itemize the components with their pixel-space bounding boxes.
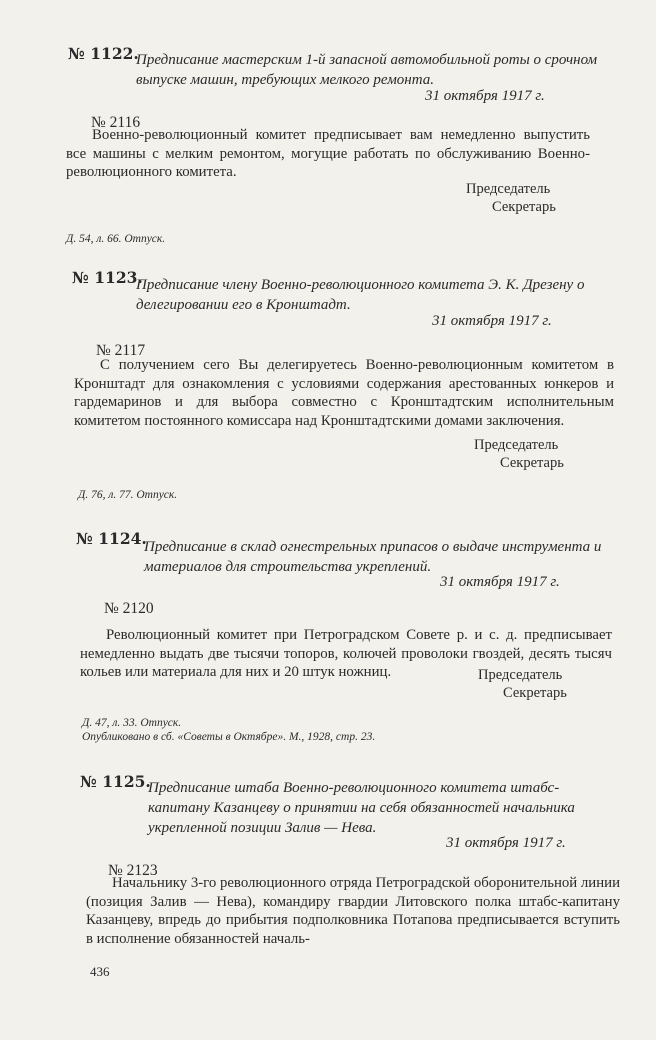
- archive-reference: Д. 76, л. 77. Отпуск.: [78, 489, 178, 501]
- outgoing-number: № 2117: [96, 342, 146, 359]
- document-number: № 1123.: [72, 268, 143, 287]
- document-title: Предписание штаба Военно-революционного комитета штабс-капитану Казанцеву о принятии на себя обязанностей начальника укрепленной позиции Залив — Нева.: [148, 780, 575, 836]
- signature-secretary: Секретарь: [492, 199, 556, 215]
- document-date: 31 октября 1917 г.: [440, 574, 560, 590]
- document-text: Начальнику 3-го революционного отряда Петроградской оборонительной линии (позиция Залив — Нева), командиру гвардии Литовского полка штабс-капитану Казанцеву, впредь до прибытия подполковника Потапова предписывается вступить в исполнение обязанностей началь-: [86, 875, 620, 947]
- document-number: № 1125.: [80, 772, 151, 791]
- signature-chairman: Председатель: [474, 437, 559, 453]
- publication-reference: Опубликовано в сб. «Советы в Октябре». М., 1928, стр. 23.: [82, 731, 376, 743]
- signature-secretary: Секретарь: [503, 685, 567, 701]
- signature-chairman: Председатель: [478, 667, 563, 683]
- document-text: Революционный комитет при Петроградском Совете р. и с. д. предписывает немедленно выдать две тысячи топоров, колючей проволоки гвоздей, десять тысяч кольев или материала для них и 20 штук ножниц.: [80, 627, 612, 681]
- outgoing-number: № 2116: [91, 114, 141, 131]
- document-date: 31 октября 1917 г.: [446, 835, 566, 851]
- document-title: Предписание в склад огнестрельных припасов о выдаче инструмента и материалов для строительства укреплений.: [144, 539, 602, 575]
- signature-chairman: Председатель: [466, 181, 551, 197]
- document-text: С получением сего Вы делегируетесь Военно-революционным комитетом в Кронштадт для ознакомления с условиями содержания арестованных юнкеров и гардемаринов и для выбора совместно с Кронштадтским исполнительным комитетом постоянного комиссара над Кронштадтскими домами заключения.: [74, 357, 614, 429]
- signature-secretary: Секретарь: [500, 455, 564, 471]
- outgoing-number: № 2120: [104, 600, 154, 617]
- page-number: 436: [90, 964, 110, 979]
- archive-reference: Д. 47, л. 33. Отпуск.: [82, 717, 182, 729]
- document-title: Предписание мастерским 1-й запасной автомобильной роты о срочном выпуске машин, требующих мелкого ремонта.: [136, 52, 598, 88]
- document-date: 31 октября 1917 г.: [425, 88, 545, 104]
- document-text: Военно-революционный комитет предписывает вам немедленно выпустить все машины с мелким ремонтом, могущие работать по обслуживанию Военно-революционного комитета.: [66, 127, 590, 181]
- document-date: 31 октября 1917 г.: [432, 313, 552, 329]
- document-title: Предписание члену Военно-революционного комитета Э. К. Дрезену о делегировании его в Кронштадт.: [136, 277, 585, 313]
- outgoing-number: № 2123: [108, 862, 158, 879]
- archive-reference: Д. 54, л. 66. Отпуск.: [66, 233, 166, 245]
- document-number: № 1124.: [76, 529, 147, 548]
- document-number: № 1122.: [68, 44, 139, 63]
